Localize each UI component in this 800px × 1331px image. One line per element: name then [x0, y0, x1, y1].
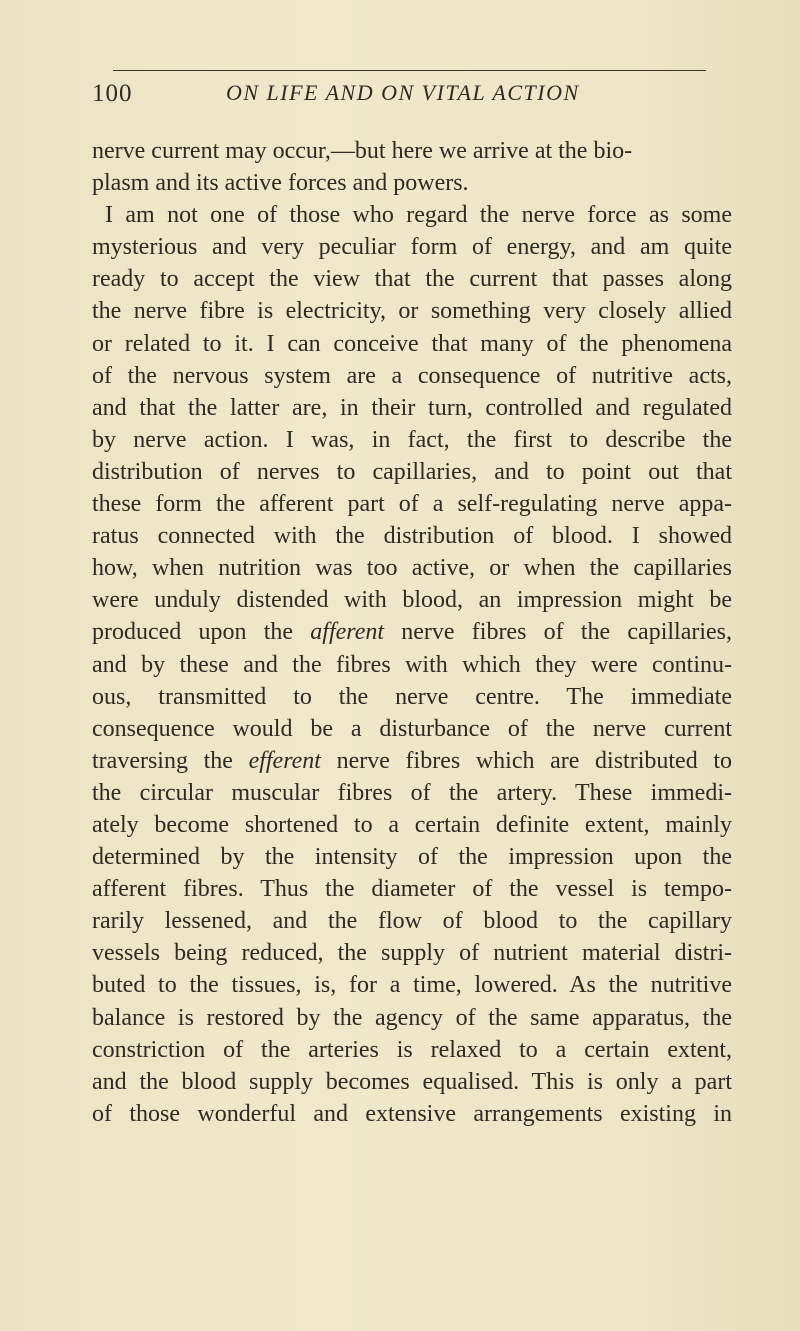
header-rule: [113, 70, 706, 71]
text-line: plasm and its active forces and powers.: [92, 170, 469, 197]
text-line: distribution of nerves to capillaries, and to point out that: [92, 458, 732, 485]
running-title: ON LIFE AND ON VITAL ACTION: [226, 80, 580, 105]
text-line: consequence would be a disturbance of the nerve current: [92, 715, 732, 742]
text-line: ratus connected with the distribution of blood. I showed: [92, 523, 732, 550]
text-line: rarily lessened, and the flow of blood to the capillary: [92, 908, 732, 935]
text-line: I am not one of those who regard the nerve force as some: [105, 202, 732, 229]
body-text: [92, 135, 732, 1130]
text-line: ready to accept the view that the current that passes along: [92, 266, 732, 293]
text-line: and by these and the fibres with which they were continu-: [92, 651, 732, 678]
text-line: and the blood supply becomes equalised. This is only a part: [92, 1068, 732, 1095]
text-line: or related to it. I can conceive that many of the phenomena: [92, 330, 732, 357]
text-line: and that the latter are, in their turn, controlled and regulated: [92, 394, 732, 421]
text-line: ately become shortened to a certain definite extent, mainly: [92, 811, 732, 838]
text-line: balance is restored by the agency of the same apparatus, the: [92, 1004, 732, 1031]
italic-term: efferent: [248, 747, 321, 774]
italic-term: afferent: [310, 619, 385, 646]
text-line: constriction of the arteries is relaxed to a certain extent,: [92, 1036, 732, 1063]
text-line: the circular muscular fibres of the artery. These immedi-: [92, 779, 732, 806]
text-line: the nerve fibre is electricity, or something very closely allied: [92, 298, 732, 325]
text-line: buted to the tissues, is, for a time, lowered. As the nutritive: [92, 972, 732, 999]
running-header: [92, 80, 732, 120]
text-line: traversing the efferent nerve fibres which are distributed to: [92, 747, 732, 774]
text-line: of those wonderful and extensive arrangements existing in: [92, 1100, 732, 1127]
text-line: vessels being reduced, the supply of nutrient material distri-: [92, 940, 732, 967]
text-line: nerve current may occur,—but here we arrive at the bio-: [92, 138, 633, 164]
text-line: of the nervous system are a consequence of nutritive acts,: [92, 362, 732, 389]
text-line: by nerve action. I was, in fact, the first to describe the: [92, 426, 732, 453]
text-line: afferent fibres. Thus the diameter of the vessel is tempo-: [92, 876, 732, 903]
text-line: were unduly distended with blood, an impression might be: [92, 587, 732, 614]
text-line: ous, transmitted to the nerve centre. The immediate: [92, 683, 732, 710]
page-number: 100: [92, 80, 133, 107]
text-line: these form the afferent part of a self-regulating nerve appa-: [92, 491, 732, 518]
text-line: how, when nutrition was too active, or when the capillaries: [92, 555, 732, 582]
text-line: determined by the intensity of the impression upon the: [92, 844, 732, 871]
text-line: mysterious and very peculiar form of energy, and am quite: [92, 234, 732, 261]
text-line: produced upon the afferent nerve fibres of the capillaries,: [92, 619, 732, 646]
